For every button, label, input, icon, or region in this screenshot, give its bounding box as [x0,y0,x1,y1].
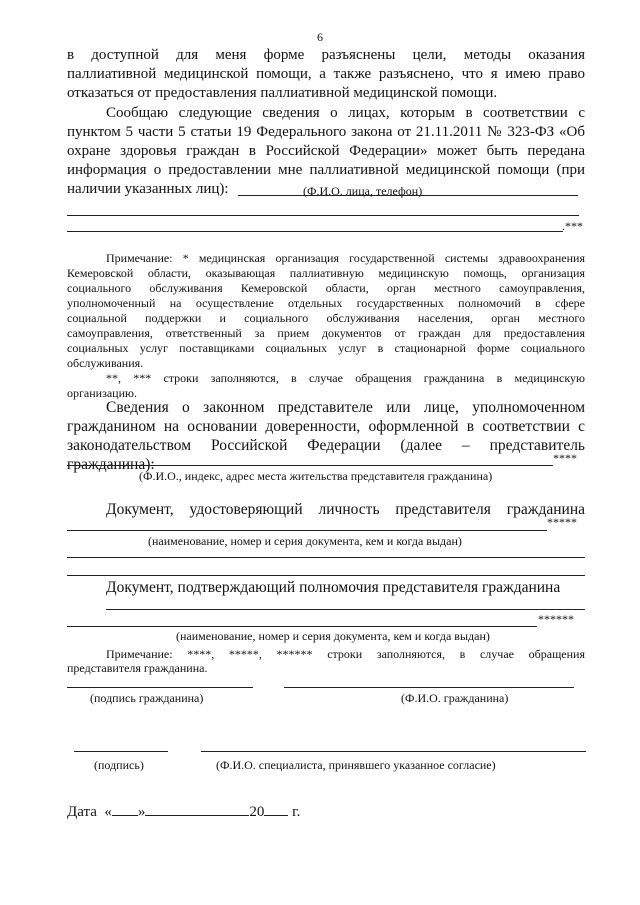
caption-citizen-name: (Ф.И.О. гражданина) [401,691,509,705]
footnote-mark-6: ****** [538,612,574,626]
caption-doc-identity: (наименование, номер и серия документа, кем и когда выдан) [148,534,462,548]
specialist-name-field[interactable] [201,751,586,752]
para3-line2: гражданином на основании доверенности, оформленной в соответствии с [67,418,585,435]
para2-line4: информация о предоставлении мне паллиативной медицинской помощи (при [67,162,585,178]
caption-representative: (Ф.И.О., индекс, адрес места жительства представителя гражданина) [139,469,493,483]
note1-line9: **, *** строки заполняются, в случае обращения гражданина в медицинскую [106,371,585,385]
para1-line2: паллиативной медицинской помощи, а также разъяснено, что я имею право [67,66,585,82]
date-day-field[interactable] [112,801,138,816]
note1-line2: Кемеровской области, оказывающая паллиативную медицинскую помощь, организация [67,266,585,280]
specialist-signature-field[interactable] [74,751,168,752]
footnote-mark-4: **** [553,451,577,465]
doc-identity-field-3[interactable] [67,575,585,576]
para2-line3: охране здоровья граждан в Российской Федерации» может быть передана [67,143,585,159]
para2-line1: Сообщаю следующие сведения о лицах, которым в соответствии с [106,105,585,121]
footnote-mark-3: .*** [562,219,583,233]
page-number: 6 [317,30,323,44]
date-year-field[interactable] [264,801,288,816]
note1-line1: Примечание: * медицинская организация государственной системы здравоохранения [106,251,585,265]
doc-identity-field-2[interactable] [67,557,585,558]
representative-info-field[interactable] [67,465,553,466]
para3-line3: законодательством Российской Федерации (далее – представитель гражданина): [67,437,585,473]
date-open-quote: « [104,804,112,820]
note1-line5: социальной поддержки и социального обслуживания населения, орган местного [67,311,585,325]
para2-line5: наличии указанных лиц): [67,181,229,197]
note1-line10: организацию. [67,386,137,400]
doc-authority-field[interactable] [106,609,585,610]
citizen-signature-field[interactable] [67,687,253,688]
date-close-quote: » [137,804,146,820]
note1-line6: самоуправления, ответственный за прием документов от граждан для предоставления [67,326,585,340]
caption-citizen-signature: (подпись гражданина) [90,691,204,705]
person-info-line-3[interactable] [67,231,563,232]
para2-line2: пунктом 5 части 5 статьи 19 Федерального закона от 21.11.2011 № 323-ФЗ «Об [67,124,585,140]
doc-identity-label: Документ, удостоверяющий личность представителя гражданина [106,501,585,518]
citizen-name-field[interactable] [284,687,574,688]
date-label: Дата [67,804,97,820]
note1-line4: уполномоченный на осуществление отдельных государственных полномочий в сфере [67,296,585,310]
caption-signature: (подпись) [94,758,144,772]
para3-line1: Сведения о законном представителе или лице, уполномоченном [106,399,585,416]
footnote-mark-5: ***** [547,515,577,529]
date-month-field[interactable] [145,801,249,816]
doc-authority-label: Документ, подтверждающий полномочия представителя гражданина [106,579,561,596]
caption-specialist-name: (Ф.И.О. специалиста, принявшего указанное согласие) [216,758,496,772]
note2-line1: Примечание: ****, *****, ****** строки заполняются, в случае обращения [106,647,585,661]
para1-line3: отказаться от предоставления паллиативной медицинской помощи. [67,85,498,101]
doc-authority-field-2[interactable] [67,626,537,627]
para1-line1: в доступной для меня форме разъяснены цели, методы оказания [67,47,585,63]
date-year-suffix: г. [292,804,301,820]
caption-doc-authority: (наименование, номер и серия документа, кем и когда выдан) [176,629,490,643]
date-year-prefix: 20 [249,804,265,820]
date-row [67,801,300,822]
note1-line7: социальных услуг поставщиками социальных услуг в стационарной форме социального [67,341,585,355]
note2-line2: представителя гражданина. [67,661,208,675]
doc-identity-field[interactable] [67,530,547,531]
person-info-line-2[interactable] [67,215,579,216]
caption-person: (Ф.И.О. лица, телефон) [303,184,423,198]
note1-line8: обслуживания. [67,356,144,370]
note1-line3: социального обслуживания Кемеровской области, орган местного самоуправления, [67,281,585,295]
